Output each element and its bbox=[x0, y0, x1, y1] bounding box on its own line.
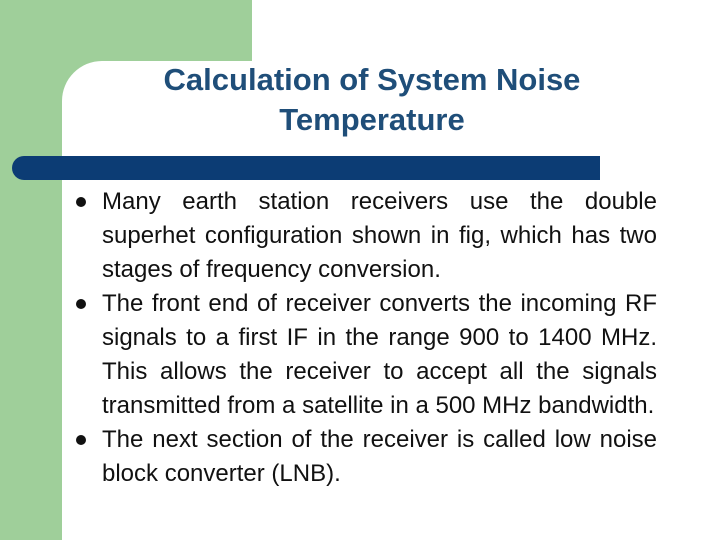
bullet-text: Many earth station receivers use the double superhet configuration shown in fig, which has two stages of frequency conversion. bbox=[102, 188, 657, 283]
bullet-item-front-end bbox=[72, 287, 657, 423]
bullet-text: The next section of the receiver is called low noise block converter (LNB). bbox=[102, 426, 657, 487]
bullet-icon bbox=[76, 197, 86, 207]
bullet-item-double-superhet bbox=[72, 185, 657, 287]
title-divider-bar bbox=[12, 156, 600, 180]
slide-title-line-2: Temperature bbox=[279, 102, 465, 137]
bullet-item-lnb bbox=[72, 423, 657, 491]
bullet-icon bbox=[76, 435, 86, 445]
bullet-text: The front end of receiver converts the incoming RF signals to a first IF in the range 900 to 1400 MHz. This allows the receiver to accept all the signals transmitted from a satellite in a 500 MHz bandwidth. bbox=[102, 290, 657, 419]
slide-title-line-1: Calculation of System Noise bbox=[163, 62, 581, 97]
bullet-icon bbox=[76, 299, 86, 309]
slide-title bbox=[82, 60, 662, 140]
bullet-list bbox=[72, 185, 657, 491]
